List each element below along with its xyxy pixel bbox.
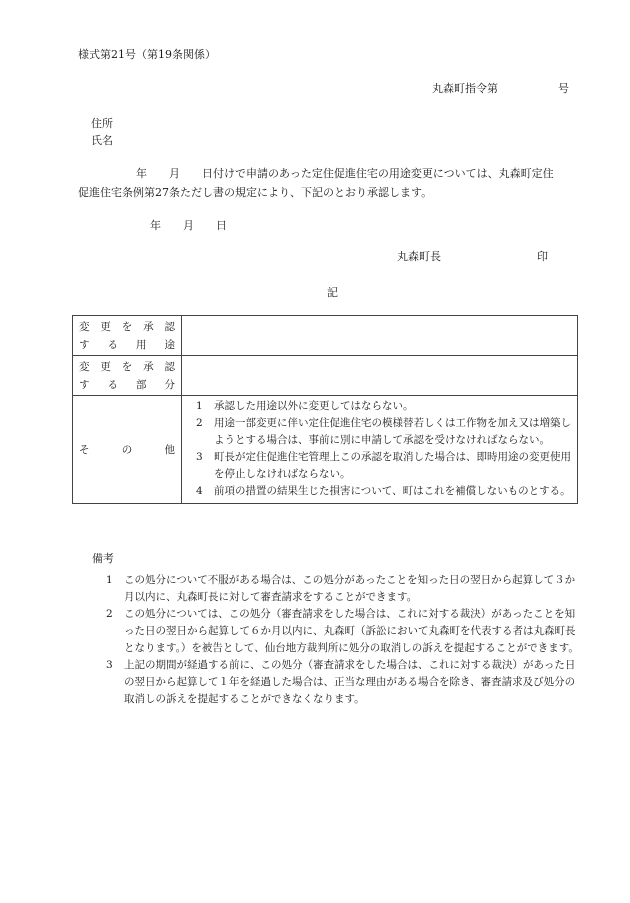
- other-label-cell: その他: [73, 396, 182, 504]
- condition-item: 3 町長が定住促進住宅管理上この承認を取消した場合は、即時用途の変更使用を停止しなければならない。: [196, 451, 571, 480]
- body-line-2: 促進住宅条例第27条ただし書の規定により、下記のとおり承認します。: [78, 186, 433, 199]
- recipient-name-label: 氏名: [91, 134, 113, 147]
- body-line-1: 年 月 日付けで申請のあった定住促進住宅の用途変更については、丸森町定住: [136, 167, 554, 180]
- remarks-title: 備考: [92, 552, 114, 565]
- table-row: [73, 356, 578, 396]
- table-row: [73, 396, 578, 504]
- form-number: 様式第21号（第19条関係）: [78, 48, 216, 61]
- usage-label-cell: 変更を承認 する用途: [73, 316, 182, 356]
- order-number-suffix: 号: [558, 82, 569, 95]
- remark-item: 3 上記の期間が経過する前に、この処分（審査請求をした場合は、これに対する裁決）があった日の翌日から起算して１年を経過した場合は、正当な理由がある場合を除き、審査請求及び処分の取消しの訴えを提起することができなくなります。: [106, 659, 576, 705]
- table-row: [73, 316, 578, 356]
- usage-value-cell: [182, 316, 578, 356]
- condition-item: 2 用途一部変更に伴い定住促進住宅の模様替若しくは工作物を加え又は増築しようとする場合は、事前に別に申請して承認を受けなければならない。: [196, 417, 571, 446]
- ki-heading: 記: [327, 286, 338, 299]
- order-number-prefix: 丸森町指令第: [432, 82, 498, 95]
- seal-mark: 印: [537, 250, 548, 263]
- body-text: [78, 164, 588, 202]
- issue-date: 年 月 日: [150, 219, 227, 232]
- condition-item: 1 承認した用途以外に変更してはならない。: [196, 400, 414, 412]
- condition-item: 4 前項の措置の結果生じた損害について、町はこれを補償しないものとする。: [196, 485, 571, 497]
- conditions-cell: [182, 396, 578, 504]
- recipient-address-label: 住所: [91, 117, 113, 130]
- approval-table: [72, 315, 578, 504]
- remark-item: 2 この処分については、この処分（審査請求をした場合は、これに対する裁決）があったことを知った日の翌日から起算して６か月以内に、丸森町（訴訟において丸森町を代表する者は丸森町長となります。）を被告として、仙台地方裁判所に処分の取消しの訴えを提起することができます。: [106, 608, 579, 654]
- part-label-cell: 変更を承認 する部分: [73, 356, 182, 396]
- remark-item: 1 この処分について不服がある場合は、この処分があったことを知った日の翌日から起算して３か月以内に、丸森町長に対して審査請求をすることができます。: [106, 574, 576, 603]
- issuer-title: 丸森町長: [397, 250, 441, 263]
- remarks-list: [106, 572, 580, 708]
- part-value-cell: [182, 356, 578, 396]
